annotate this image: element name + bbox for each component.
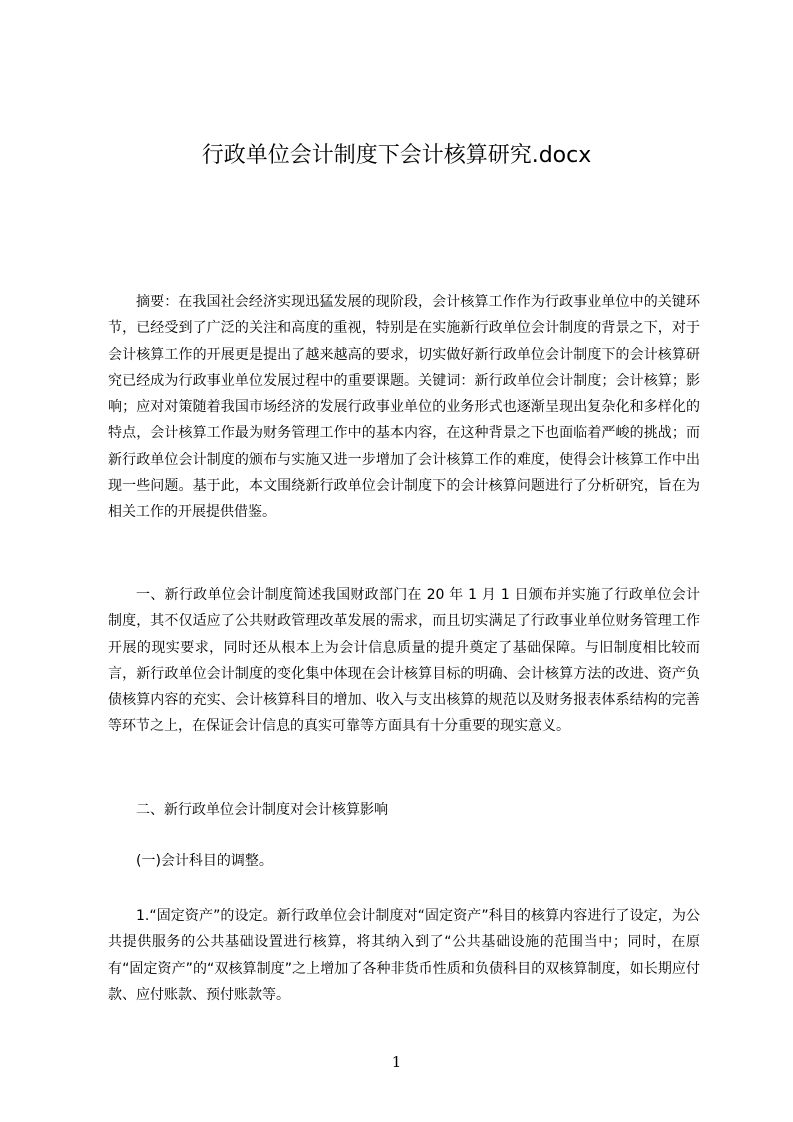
subsection-1-heading: (一)会计科目的调整。 (136, 853, 273, 869)
section-2-heading: 二、新行政单位会计制度对会计核算影响 (136, 802, 388, 818)
document-title: 行政单位会计制度下会计核算研究.docx (201, 143, 592, 168)
item-1-paragraph: 1.“固定资产”的设定。新行政单位会计制度对“固定资产”科目的核算内容进行了设定，为公共提供服务的公共基础设置进行核算，将其纳入到了“公共基础设施的范围当中；同时，在原有“固定资产”的“双核算制度”之上增加了各种非货币性质和负债科目的双核算制度，如长期应付款、应付账款、预付账款等。 (108, 908, 700, 1003)
page-number: 1 (391, 1053, 402, 1071)
section-1-paragraph: 一、新行政单位会计制度简述我国财政部门在 20 年 1 月 1 日颁布并实施了行政单位会计制度，其不仅适应了公共财政管理改革发展的需求，而且切实满足了行政事业单位财务管理工作开展的现实要求，同时还从根本上为会计信息质量的提升奠定了基础保障。与旧制度相比较而言，新行政单位会计制度的变化集中体现在会计核算目标的明确、会计核算方法的改进、资产负债核算内容的充实、会计核算科目的增加、收入与支出核算的规范以及财务报表体系结构的完善等环节之上，在保证会计信息的真实可靠等方面具有十分重要的现实意义。 (108, 587, 700, 735)
abstract-paragraph: 摘要：在我国社会经济实现迅猛发展的现阶段，会计核算工作作为行政事业单位中的关键环节，已经受到了广泛的关注和高度的重视，特别是在实施新行政单位会计制度的背景之下，对于会计核算工作的开展更是提出了越来越高的要求，切实做好新行政单位会计制度下的会计核算研究已经成为行政事业单位发展过程中的重要课题。关键词：新行政单位会计制度；会计核算；影响；应对对策随着我国市场经济的发展行政事业单位的业务形式也逐渐呈现出复杂化和多样化的特点，会计核算工作最为财务管理工作中的基本内容，在这种背景之下也面临着严峻的挑战；而新行政单位会计制度的颁布与实施又进一步增加了会计核算工作的难度，使得会计核算工作中出现一些问题。基于此，本文围绕新行政单位会计制度下的会计核算问题进行了分析研究，旨在为相关工作的开展提供借鉴。 (108, 294, 700, 521)
